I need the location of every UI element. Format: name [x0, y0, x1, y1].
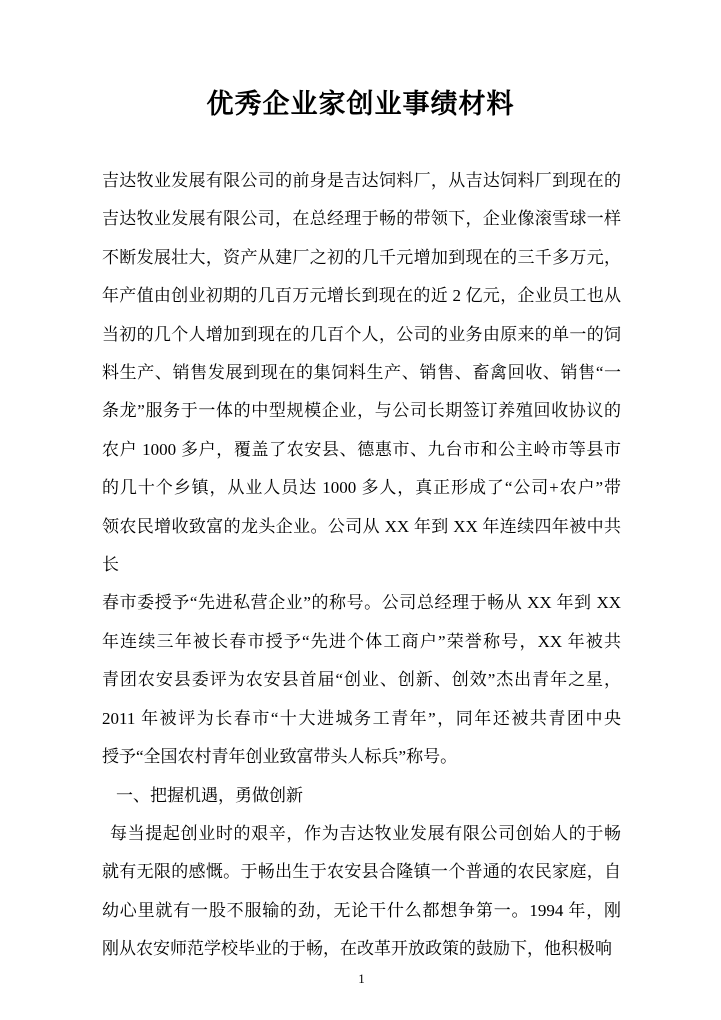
text-line: 年产值由创业初期的几百万元增长到现在的近 2 亿元，企业员工也从 [102, 286, 621, 306]
document-body [102, 162, 621, 969]
text-line: 授予“全国农村青年创业致富带头人标兵”称号。 [102, 747, 458, 767]
text-line: 青团农安县委评为农安县首届“创业、创新、创效”杰出青年之星， [102, 670, 621, 690]
intro-paragraph [102, 162, 621, 777]
text-line: 的几十个乡镇，从业人员达 1000 多人，真正形成了“公司+农户”带 [102, 478, 621, 498]
text-line: 吉达牧业发展有限公司的前身是吉达饲料厂，从吉达饲料厂到现在的 [102, 171, 621, 190]
section-heading: 一、把握机遇，勇做创新 [116, 785, 303, 805]
text-line: 春市委授予“先进私营企业”的称号。公司总经理于畅从 XX 年到 XX [102, 593, 621, 613]
text-line: 料生产、销售发展到现在的集饲料生产、销售、畜禽回收、销售“一 [102, 363, 621, 383]
text-line: 农户 1000 多户，覆盖了农安县、德惠市、九台市和公主岭市等县市 [102, 439, 621, 459]
text-line: 不断发展壮大，资产从建厂之初的几千元增加到现在的三千多万元， [102, 247, 621, 267]
text-line: 领农民增收致富的龙头企业。公司从 XX 年到 XX 年连续四年被中共长 [102, 516, 621, 575]
text-line: 幼心里就有一股不服输的劲，无论干什么都想争第一。1994 年，刚 [102, 900, 621, 920]
text-line: 年连续三年被长春市授予“先进个体工商户”荣誉称号，XX 年被共 [102, 631, 621, 651]
section-paragraph [102, 815, 621, 969]
text-line: 就有无限的感慨。于畅出生于农安县合隆镇一个普通的农民家庭，自 [102, 862, 621, 882]
document-title: 优秀企业家创业事绩材料 [206, 89, 515, 119]
text-line: 吉达牧业发展有限公司，在总经理于畅的带领下，企业像滚雪球一样 [102, 209, 621, 229]
text-line: 每当提起创业时的艰辛，作为吉达牧业发展有限公司创始人的于畅 [110, 823, 621, 843]
page-number: 1 [358, 970, 365, 986]
text-line: 2011 年被评为长春市“十大进城务工青年”，同年还被共青团中央 [102, 708, 621, 728]
text-line: 条龙”服务于一体的中型规模企业，与公司长期签订养殖回收协议的 [102, 401, 621, 421]
text-line: 刚从农安师范学校毕业的于畅，在改革开放政策的鼓励下，他积极响 [102, 939, 612, 959]
text-line: 当初的几个人增加到现在的几百个人，公司的业务由原来的单一的饲 [102, 324, 621, 344]
